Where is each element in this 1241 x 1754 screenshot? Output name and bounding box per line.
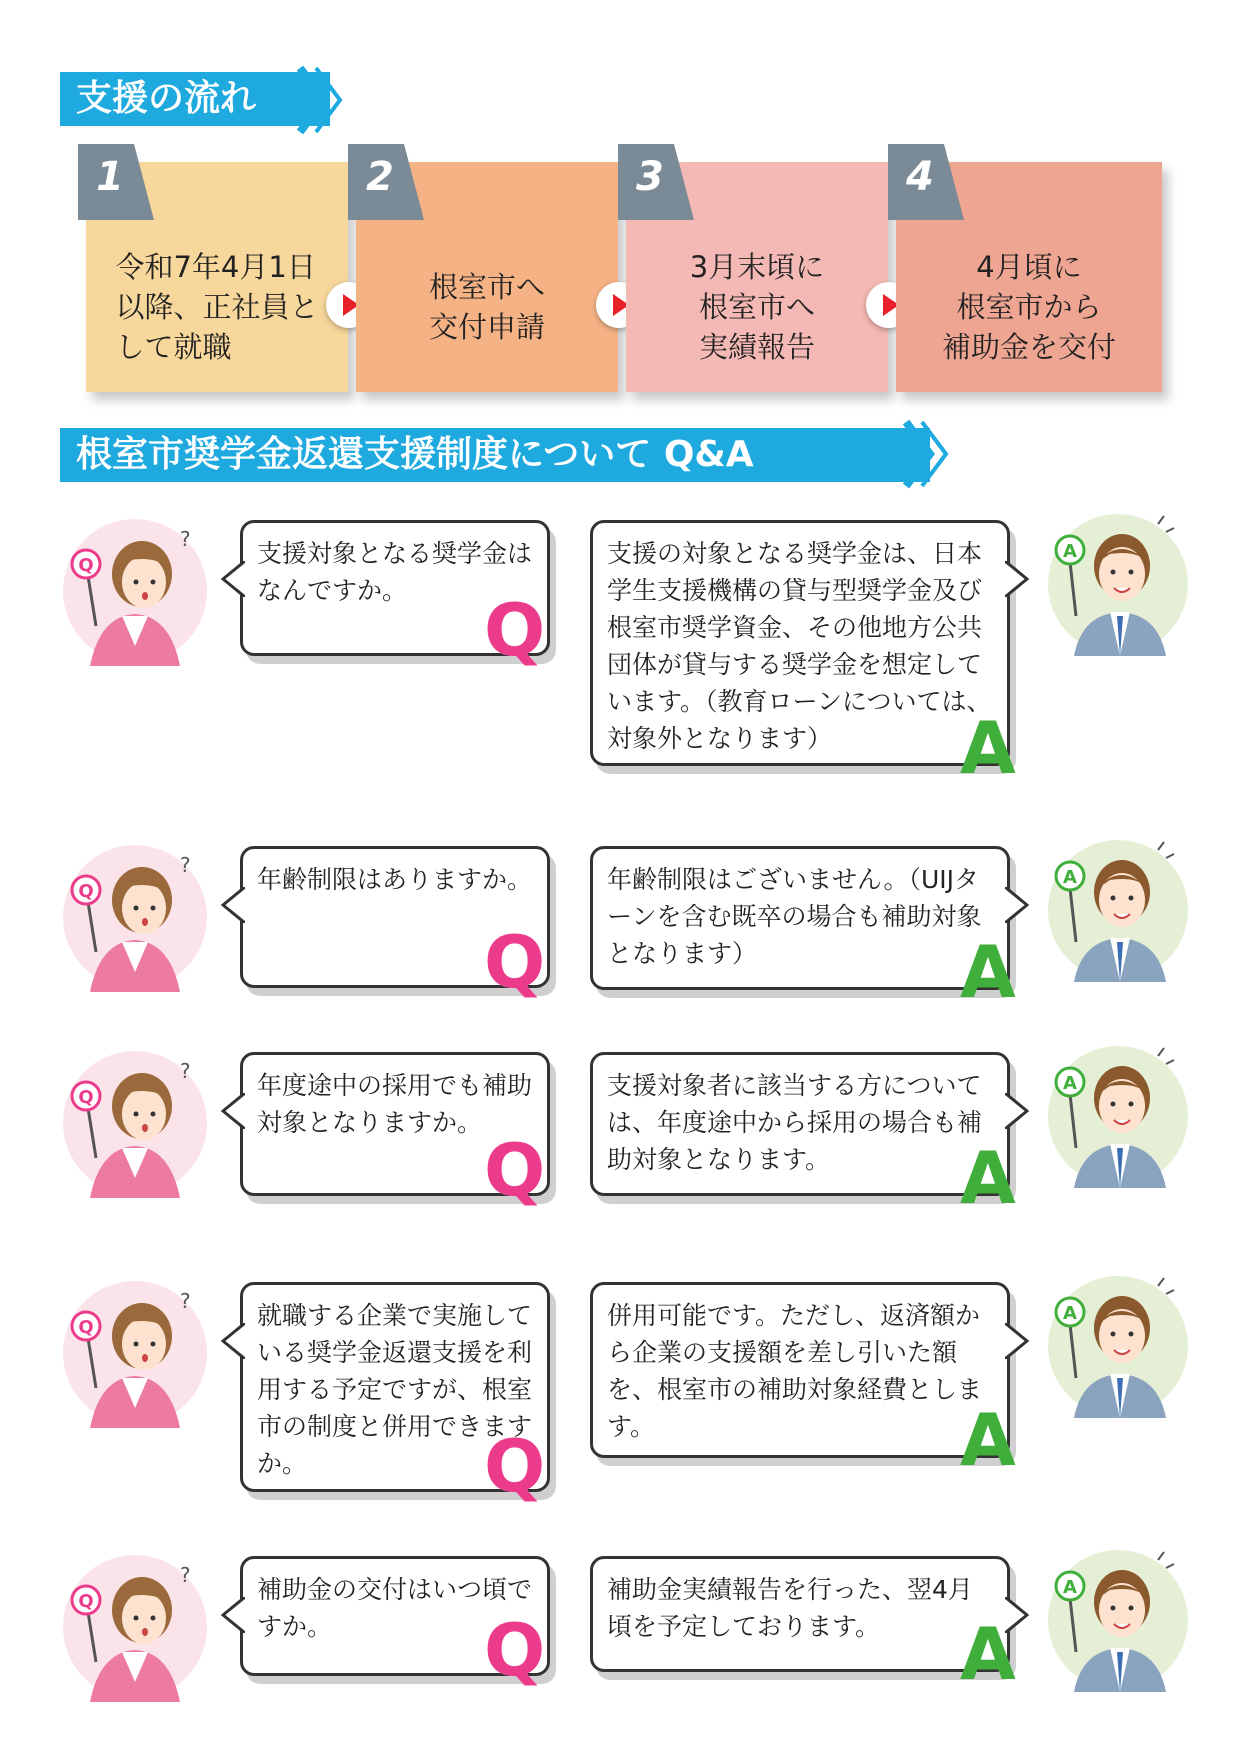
svg-text:A: A xyxy=(1063,867,1077,888)
answer-text: 補助金実績報告を行った、翌4月頃を予定しております。 xyxy=(607,1575,973,1641)
step-text: 根室市へ 交付申請 xyxy=(428,270,545,344)
question-woman-avatar xyxy=(60,1552,210,1702)
bubble-tail xyxy=(1005,1323,1029,1359)
question-text: 補助金の交付はいつ頃ですか。 xyxy=(257,1575,533,1641)
a-mark: A xyxy=(960,930,1016,1014)
a-mark: A xyxy=(960,706,1016,790)
answer-man-avatar xyxy=(1040,832,1190,982)
bubble-tail xyxy=(221,1093,245,1129)
svg-text:A: A xyxy=(1063,1073,1077,1094)
step-text: 令和7年4月1日 以降、正社員と して就職 xyxy=(115,250,319,364)
svg-text:A: A xyxy=(1063,541,1077,562)
answer-text: 年齢制限はございません。（UIJターンを含む既卒の場合も補助対象となります） xyxy=(607,865,982,968)
step-number: 4 xyxy=(906,154,934,200)
svg-text:?: ? xyxy=(180,853,191,877)
qa-heading-text: 根室市奨学金返還支援制度について Q&A xyxy=(76,434,754,475)
question-text: 就職する企業で実施している奨学金返還支援を利用する予定ですが、根室市の制度と併用できますか。 xyxy=(257,1301,533,1478)
answer-text: 支援の対象となる奨学金は、日本学生支援機構の貸与型奨学金及び根室市奨学資金、その他地方公共団体が貸与する奨学金を想定しています。（教育ローンについては、対象外となります） xyxy=(607,539,992,753)
question-woman-avatar xyxy=(60,516,210,666)
step-number-tab xyxy=(618,144,694,220)
chevron-right-icon xyxy=(896,414,956,494)
question-woman-avatar xyxy=(60,1048,210,1198)
step-text: 3月末頃に 根室市へ 実績報告 xyxy=(689,250,825,364)
answer-man-avatar xyxy=(1040,506,1190,656)
step-number: 3 xyxy=(636,154,664,200)
bubble-tail xyxy=(221,561,245,597)
question-woman-avatar xyxy=(60,842,210,992)
flow-step-2 xyxy=(356,154,618,392)
bubble-tail xyxy=(221,1323,245,1359)
answer-bubble xyxy=(590,1282,1010,1458)
svg-text:?: ? xyxy=(180,1059,191,1083)
step-number-tab xyxy=(348,144,424,220)
step-number-tab xyxy=(888,144,964,220)
svg-text:Q: Q xyxy=(78,881,94,902)
q-mark: Q xyxy=(484,1608,546,1692)
step-text: 4月頃に 根室市から 補助金を交付 xyxy=(941,250,1116,364)
svg-text:A: A xyxy=(1063,1577,1077,1598)
answer-man-avatar xyxy=(1040,1268,1190,1418)
svg-text:Q: Q xyxy=(78,1317,94,1338)
flow-step-1 xyxy=(86,154,348,392)
answer-bubble xyxy=(590,846,1010,990)
svg-text:?: ? xyxy=(180,527,191,551)
svg-text:?: ? xyxy=(180,1289,191,1313)
svg-text:A: A xyxy=(1063,1303,1077,1324)
answer-bubble xyxy=(590,1052,1010,1196)
question-text: 年齢制限はありますか。 xyxy=(257,865,533,894)
answer-text: 支援対象者に該当する方については、年度途中から採用の場合も補助対象となります。 xyxy=(607,1071,983,1174)
a-mark: A xyxy=(960,1136,1016,1220)
bubble-tail xyxy=(1005,1093,1029,1129)
answer-text: 併用可能です。ただし、返済額から企業の支援額を差し引いた額を、根室市の補助対象経費とします。 xyxy=(607,1301,983,1441)
bubble-tail xyxy=(1005,887,1029,923)
a-mark: A xyxy=(960,1612,1016,1696)
step-number: 1 xyxy=(96,154,124,200)
qa-heading xyxy=(60,428,930,482)
answer-bubble xyxy=(590,520,1010,766)
question-woman-avatar xyxy=(60,1278,210,1428)
flow-step-3 xyxy=(626,154,888,392)
flow-step-4 xyxy=(896,154,1162,392)
question-text: 年度途中の採用でも補助対象となりますか。 xyxy=(257,1071,533,1137)
chevron-right-icon xyxy=(290,60,350,140)
q-mark: Q xyxy=(484,1424,546,1508)
bubble-tail xyxy=(221,1597,245,1633)
bubble-tail xyxy=(221,887,245,923)
step-number-tab xyxy=(78,144,154,220)
q-mark: Q xyxy=(484,920,546,1004)
answer-man-avatar xyxy=(1040,1038,1190,1188)
q-mark: Q xyxy=(484,588,546,672)
a-mark: A xyxy=(960,1398,1016,1482)
bubble-tail xyxy=(1005,561,1029,597)
answer-bubble xyxy=(590,1556,1010,1672)
q-mark: Q xyxy=(484,1128,546,1212)
question-text: 支援対象となる奨学金はなんですか。 xyxy=(257,539,533,605)
step-number: 2 xyxy=(366,154,394,200)
svg-text:Q: Q xyxy=(78,1591,94,1612)
svg-text:Q: Q xyxy=(78,1087,94,1108)
answer-man-avatar xyxy=(1040,1542,1190,1692)
flow-heading-text: 支援の流れ xyxy=(76,78,257,119)
svg-text:Q: Q xyxy=(78,555,94,576)
svg-text:?: ? xyxy=(180,1563,191,1587)
